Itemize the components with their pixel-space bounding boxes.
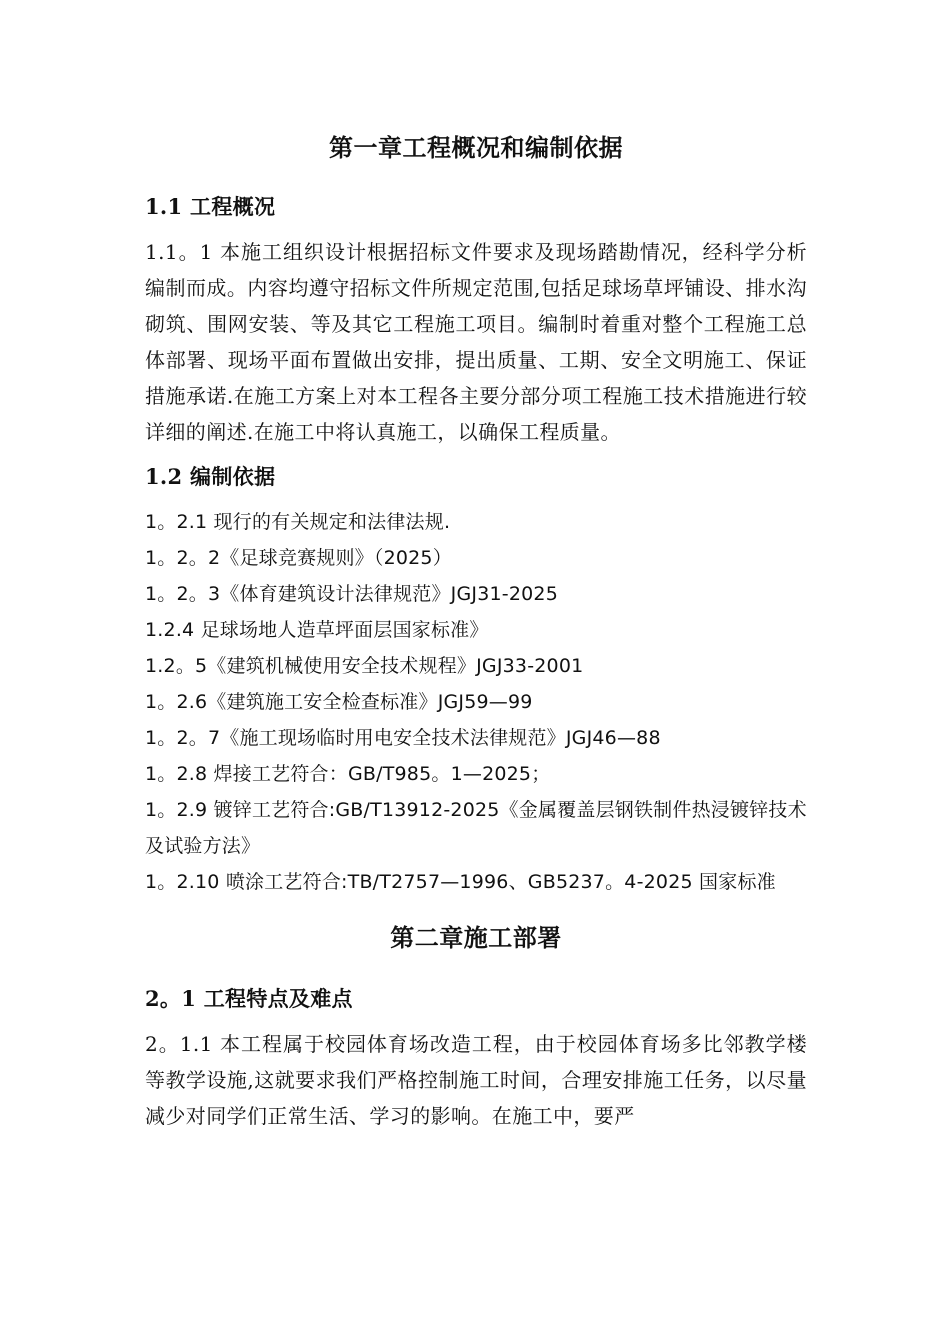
chapter-1-title: 第一章工程概况和编制依据	[329, 133, 623, 162]
reference-item: 1。2.8 焊接工艺符合：GB/T985。1—2025；	[145, 763, 551, 785]
reference-item: 1。2.10 喷涂工艺符合:TB/T2757—1996、GB5237。4-2025 国家标准	[145, 871, 776, 893]
section-2-1-title: 2。1 工程特点及难点	[145, 986, 353, 1011]
section-1-1-paragraph: 1.1。1 本施工组织设计根据招标文件要求及现场踏勘情况，经科学分析编制而成。内容均遵守招标文件所规定范围,包括足球场草坪铺设、排水沟砌筑、围网安装、等及其它工程施工项目。编制时着重对整个工程施工总体部署、现场平面布置做出安排，提出质量、工期、安全文明施工、保证措施承诺.在施工方案上对本工程各主要分部分项工程施工技术措施进行较详细的阐述.在施工中将认真施工，以确保工程质量。	[145, 240, 807, 444]
reference-list	[145, 504, 807, 900]
reference-item: 1.2。5《建筑机械使用安全技术规程》JGJ33-2001	[145, 655, 584, 677]
reference-item: 1。2。3《体育建筑设计法律规范》JGJ31-2025	[145, 583, 558, 605]
section-1-2-title: 1.2 编制依据	[145, 464, 276, 489]
section-1-1-title: 1.1 工程概况	[145, 194, 276, 219]
reference-item: 1。2.9 镀锌工艺符合:GB/T13912-2025《金属覆盖层钢铁制件热浸镀锌技术及试验方法》	[145, 799, 807, 857]
document-page	[145, 128, 807, 1144]
reference-item: 1。2。7《施工现场临时用电安全技术法律规范》JGJ46—88	[145, 727, 661, 749]
chapter-2-title: 第二章施工部署	[390, 923, 562, 952]
reference-item: 1。2.1 现行的有关规定和法律法规.	[145, 511, 451, 533]
reference-item: 1.2.4 足球场地人造草坪面层国家标准》	[145, 619, 489, 641]
section-2-1-paragraph: 2。1.1 本工程属于校园体育场改造工程，由于校园体育场多比邻教学楼等教学设施,这就要求我们严格控制施工时间，合理安排施工任务，以尽量减少对同学们正常生活、学习的影响。在施工中，要严	[145, 1032, 807, 1128]
reference-item: 1。2。2《足球竞赛规则》（2025）	[145, 547, 452, 569]
reference-item: 1。2.6《建筑施工安全检查标准》JGJ59—99	[145, 691, 533, 713]
